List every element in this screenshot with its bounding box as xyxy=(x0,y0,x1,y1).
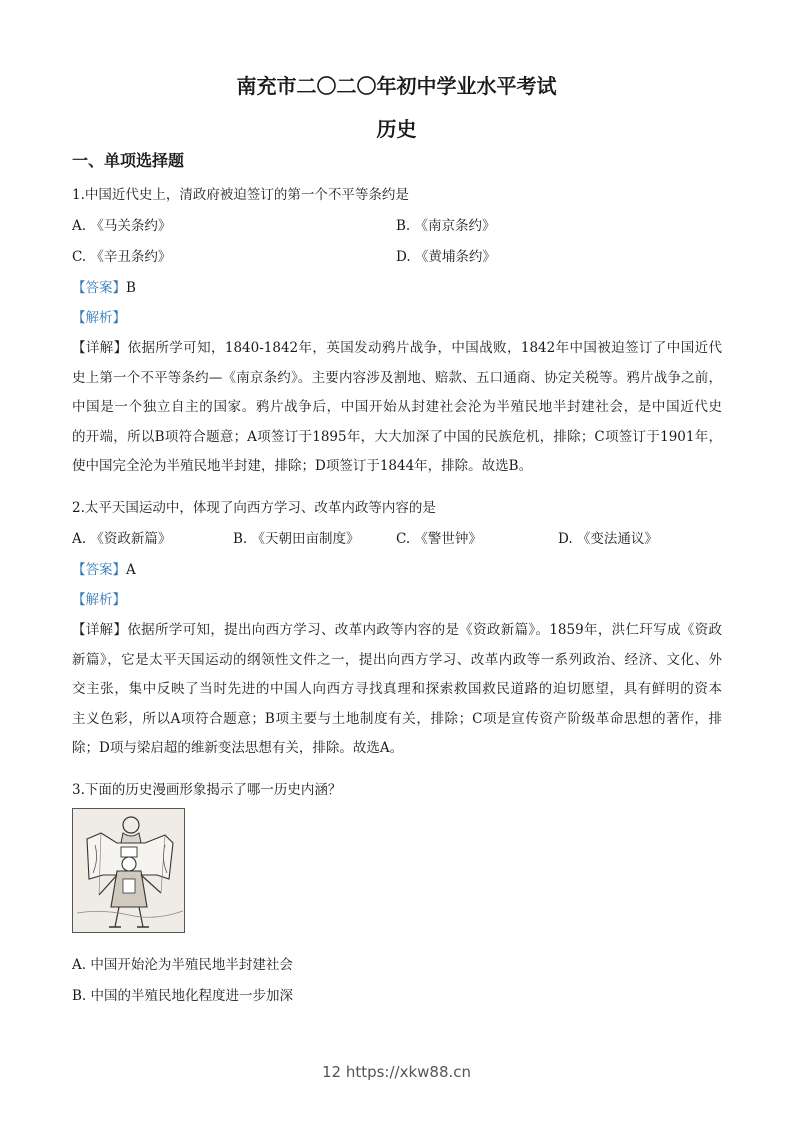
answer-value: B xyxy=(126,280,136,296)
question-1-stem: 1.中国近代史上，清政府被迫签订的第一个不平等条约是 xyxy=(72,187,409,203)
answer-tag: 【答案】 xyxy=(72,280,126,296)
history-cartoon-image xyxy=(72,808,185,933)
question-2-option-d: D. 《变法通议》 xyxy=(558,531,658,547)
question-1-option-a: A. 《马关条约》 xyxy=(72,218,172,234)
exam-title: 南充市二〇二〇年初中学业水平考试 xyxy=(236,74,557,98)
question-2-answer: 【答案】A xyxy=(72,562,136,578)
section-heading: 一、单项选择题 xyxy=(72,151,185,170)
question-2-option-a: A. 《资政新篇》 xyxy=(72,531,172,547)
question-1-detail: 【详解】依据所学可知，1840-1842年，英国发动鸦片战争，中国战败，1842年中国被迫签订了中国近代 史上第一个不平等条约—《南京条约》。主要内容涉及割地、赔款、五口通商、协定关税等。鸦片战争之前， 中国是一个独立自主的国家。鸦片战争后，中国开始从封建社会沦为半殖民地半封建社会，是中国近代史 的开端，所以B项符合题意；A项签订于1895年，大大加深了中国的民族危机，排除；C项签订于1901年， 使中国完全沦为半殖民地半封建，排除；D项签订于1844年，排除。故选B。 xyxy=(72,340,722,474)
question-2-stem: 2.太平天国运动中，体现了向西方学习、改革内政等内容的是 xyxy=(72,500,436,516)
question-1-analysis-tag: 【解析】 xyxy=(72,310,126,326)
question-1-option-c: C. 《辛丑条约》 xyxy=(72,249,172,265)
question-3-stem: 3.下面的历史漫画形象揭示了哪一历史内涵？ xyxy=(72,782,342,798)
question-2-option-b: B. 《天朝田亩制度》 xyxy=(233,531,360,547)
question-3-option-b: B. 中国的半殖民地化程度进一步加深 xyxy=(72,988,294,1004)
cartoon-drawing xyxy=(73,809,185,933)
detail-tag: 【详解】 xyxy=(72,340,128,356)
question-2-detail: 【详解】依据所学可知，提出向西方学习、改革内政等内容的是《资政新篇》。1859年，洪仁玕写成《资政 新篇》，它是太平天国运动的纲领性文件之一，提出向西方学习、改革内政等一系列政治、经济、文化、外 交主张，集中反映了当时先进的中国人向西方寻找真理和探索救国救民道路的迫切愿望，具有鲜明的资本 主义色彩，所以A项符合题意；B项主要与土地制度有关，排除；C项是宣传资产阶级革命思想的著作，排 除；D项与梁启超的维新变法思想有关，排除。故选A。 xyxy=(72,622,723,756)
question-2-analysis-tag: 【解析】 xyxy=(72,592,126,608)
question-1-option-b: B. 《南京条约》 xyxy=(396,218,496,234)
exam-subject: 历史 xyxy=(376,117,417,141)
question-3-option-a: A. 中国开始沦为半殖民地半封建社会 xyxy=(72,957,293,973)
question-1-answer xyxy=(72,276,136,296)
page-footer[interactable]: 12 https://xkw88.cn xyxy=(321,1063,472,1081)
question-2-option-c: C. 《警世钟》 xyxy=(396,531,482,547)
question-1-option-d: D. 《黄埔条约》 xyxy=(396,249,496,265)
